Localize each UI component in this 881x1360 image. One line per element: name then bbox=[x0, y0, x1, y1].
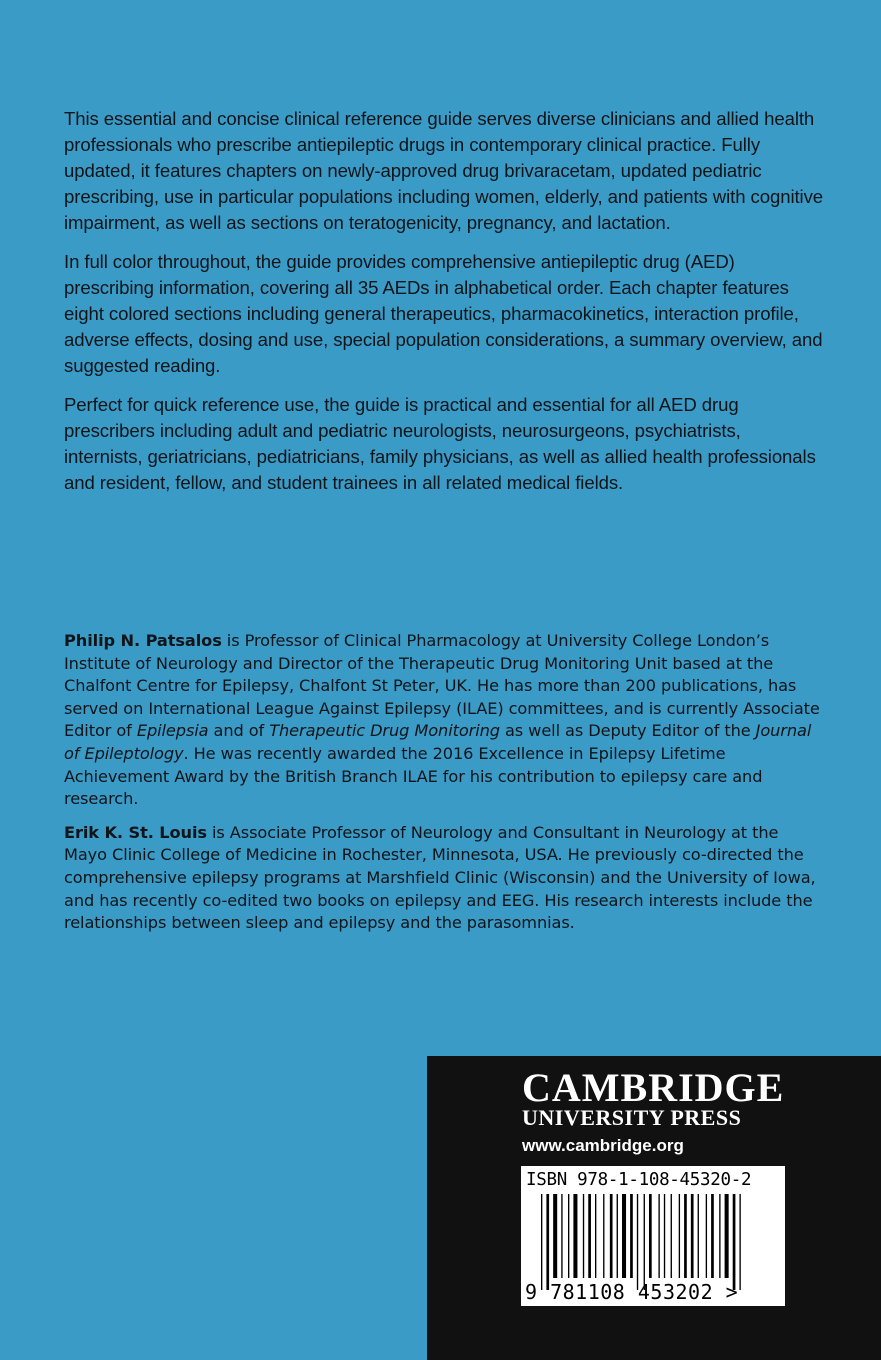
barcode-bar bbox=[664, 1194, 665, 1278]
author-bio-2 bbox=[64, 822, 824, 935]
description-paragraph-1: This essential and concise clinical reference guide serves diverse clinicians and allied health professionals who prescribe antiepileptic drugs in contemporary clinical practice. Fully updated, it features chapters on newly-approved drug brivaracetam, updated pediatric prescribing, use in particular populations including women, elderly, and patients with cognitive impairment, as well as sections on teratogenicity, pregnancy, and lactation. bbox=[64, 108, 824, 233]
barcode-bar bbox=[719, 1194, 720, 1278]
barcode-bar bbox=[561, 1194, 562, 1278]
author-2-bio-text: is Associate Professor of Neurology and Consultant in Neurology at the Mayo Clinic College of Medicine in Rochester, Minnesota, USA. He previously co-directed the comprehensive epilepsy programs at Marshfield Clinic (Wisconsin) and the University of Iowa, and has recently co-edited two books on epilepsy and EEG. His research interests include the relationships between sleep and epilepsy and the parasomnias. bbox=[64, 822, 816, 933]
barcode-digits: 9 781108 453202 > bbox=[525, 1280, 739, 1304]
barcode-bar bbox=[541, 1194, 542, 1290]
isbn-barcode bbox=[521, 1166, 785, 1306]
barcode-bar bbox=[630, 1194, 633, 1278]
barcode-bar bbox=[553, 1194, 557, 1278]
barcode-bar bbox=[711, 1194, 714, 1278]
barcode-bar bbox=[691, 1194, 694, 1278]
barcode-bar bbox=[684, 1194, 687, 1278]
author-1-bio-text-d: . He was recently awarded the 2016 Excellence in Epilepsy Lifetime Achievement Award by the British Branch ILAE for his contribution to epilepsy care and research. bbox=[64, 743, 763, 809]
barcode-bar bbox=[573, 1194, 577, 1278]
journal-epilepsia: Epilepsia bbox=[136, 721, 209, 741]
barcode-bar bbox=[603, 1194, 604, 1278]
barcode-bar bbox=[583, 1194, 584, 1278]
barcode-bar bbox=[622, 1194, 626, 1278]
barcode-bar bbox=[644, 1194, 645, 1290]
barcode-bar bbox=[637, 1194, 638, 1290]
barcode-bar bbox=[610, 1194, 613, 1278]
author-1-bio-text-a: is Professor of Clinical Pharmacology at University College London’s Institute of Neurology and Director of the Therapeutic Drug Monitoring Unit based at the Chalfont Centre for Epilepsy, Chalfont St Peter, UK. He has more than 200 publications, has served on International League Against Epilepsy (ILAE) committees, and is currently Associate Editor of bbox=[64, 631, 820, 741]
description-paragraph-3: Perfect for quick reference use, the guide is practical and essential for all AED drug prescribers including adult and pediatric neurologists, neurosurgeons, psychiatrists, internists, geriatricians, pediatricians, family physicians, as well as allied health professionals and resident, fellow, and student trainees in all related medical fields. bbox=[64, 394, 816, 493]
author-1-bio-text-b: and of bbox=[208, 721, 270, 741]
publisher-panel bbox=[427, 1056, 881, 1360]
barcode-bar bbox=[679, 1194, 680, 1278]
barcode-bar bbox=[739, 1194, 740, 1290]
barcode-bar bbox=[733, 1194, 736, 1290]
author-1-name: Philip N. Patsalos bbox=[64, 631, 222, 650]
journal-of-epileptology: Journal of Epileptology bbox=[64, 721, 812, 763]
publisher-website: www.cambridge.org bbox=[522, 1136, 684, 1155]
publisher-logo-line2: UNIVERSITY PRESS bbox=[522, 1105, 742, 1130]
barcode-bar bbox=[671, 1194, 672, 1278]
barcode-bar bbox=[698, 1194, 699, 1278]
author-bios bbox=[64, 630, 824, 946]
description-block bbox=[64, 106, 824, 509]
description-paragraph-2: In full color throughout, the guide provides comprehensive antiepileptic drug (AED) prescribing information, covering all 35 AEDs in alphabetical order. Each chapter features eight colored sections including general therapeutics, pharmacokinetics, interaction profile, adverse effects, dosing and use, special population considerations, a summary overview, and suggested reading. bbox=[64, 251, 823, 376]
isbn-label: ISBN 978-1-108-45320-2 bbox=[526, 1170, 752, 1190]
barcode-bar bbox=[595, 1194, 596, 1278]
publisher-logo-line1: CAMBRIDGE bbox=[522, 1065, 785, 1110]
journal-therapeutic-drug-monitoring: Therapeutic Drug Monitoring bbox=[269, 721, 500, 741]
author-1-bio-text-c: as well as Deputy Editor of the bbox=[499, 721, 756, 741]
barcode-bar bbox=[568, 1194, 569, 1278]
barcode-bar bbox=[658, 1194, 659, 1278]
author-bio-1 bbox=[64, 630, 824, 811]
barcode-bar bbox=[725, 1194, 729, 1278]
barcode-bar bbox=[617, 1194, 618, 1278]
author-2-name: Erik K. St. Louis bbox=[64, 822, 207, 842]
barcode-bar bbox=[649, 1194, 652, 1278]
barcode-bar bbox=[546, 1194, 549, 1290]
barcode-bar bbox=[588, 1194, 591, 1278]
barcode-bar bbox=[706, 1194, 707, 1278]
